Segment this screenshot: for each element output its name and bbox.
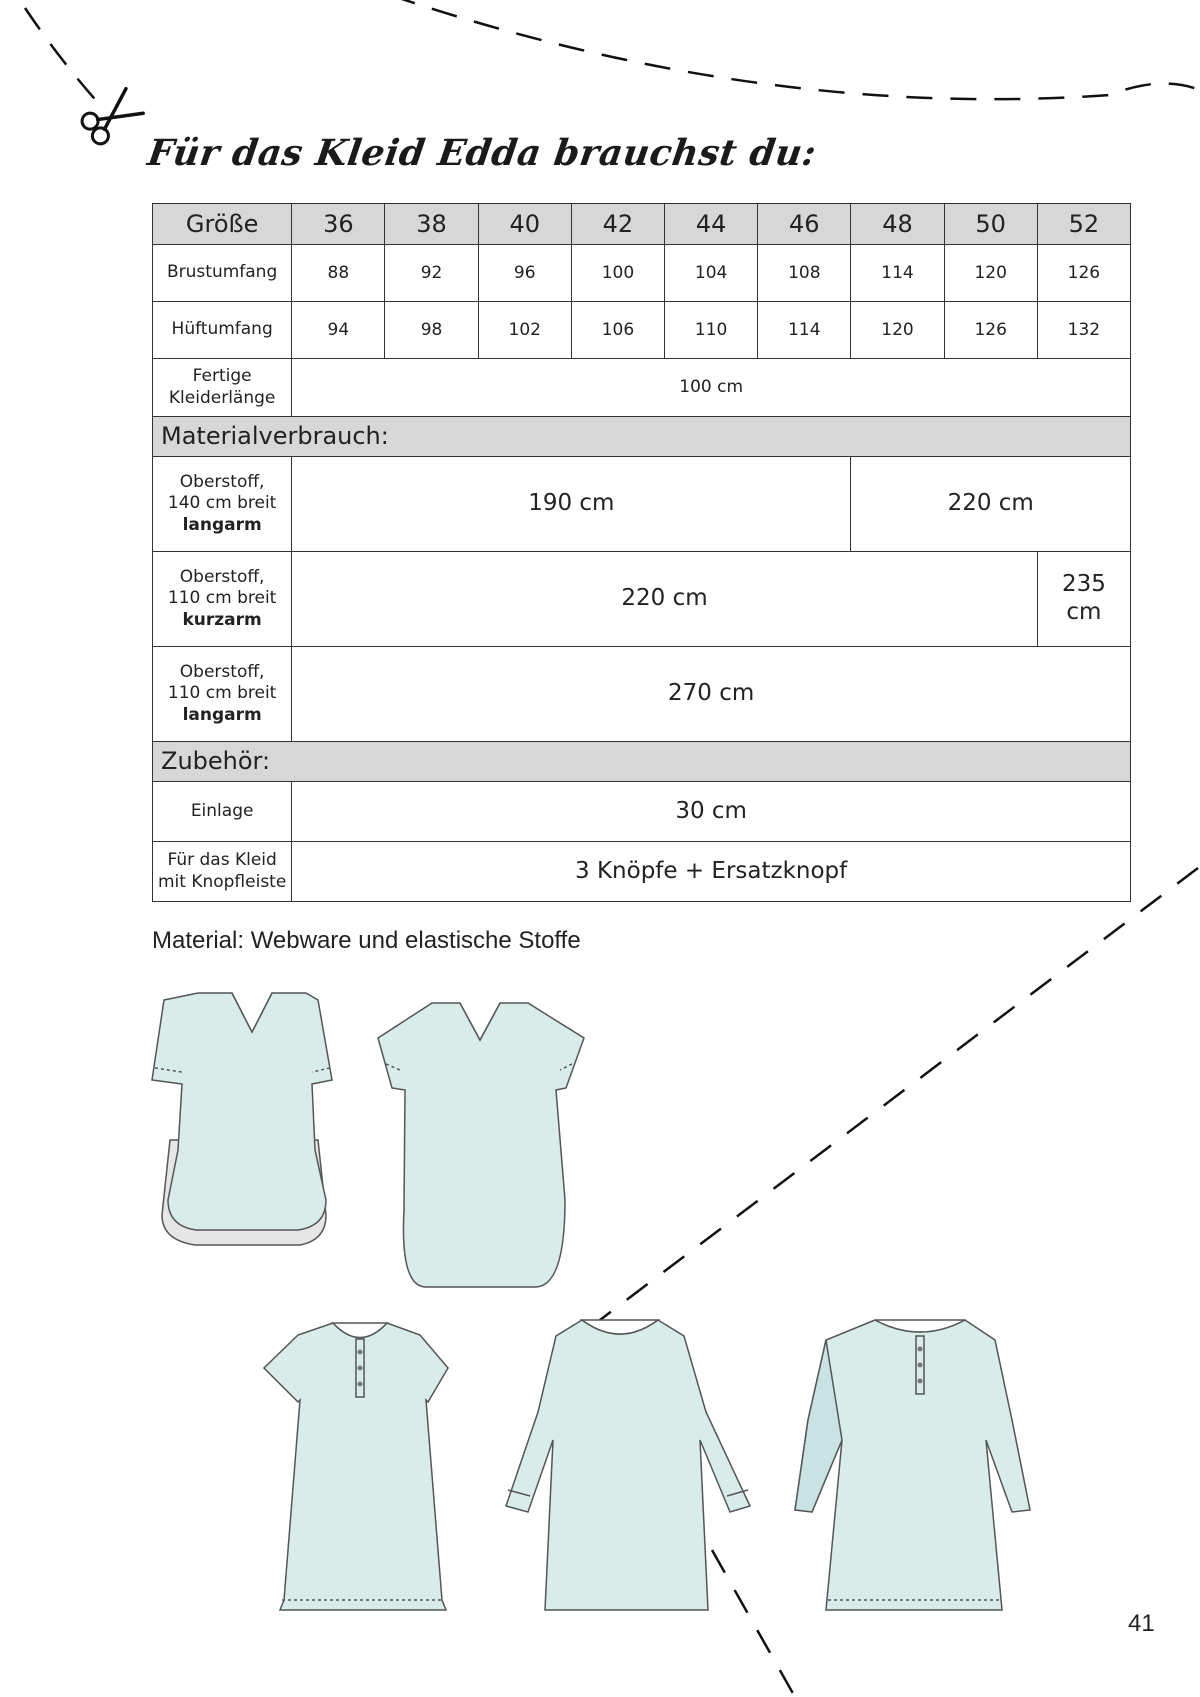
table-cell: 98 xyxy=(385,302,478,359)
table-cell: 88 xyxy=(292,245,385,302)
size-cell: 52 xyxy=(1037,204,1130,245)
table-cell: 110 xyxy=(665,302,758,359)
table-cell: 120 xyxy=(851,302,944,359)
table-cell: 114 xyxy=(851,245,944,302)
dress-variant-cap-sleeve-vneck xyxy=(378,1003,584,1287)
fabric-label-line2: 110 cm breit xyxy=(167,683,277,704)
accessory-amount: 30 cm xyxy=(292,782,1131,842)
dress-variant-puff-sleeve-placket xyxy=(795,1320,1030,1610)
size-cell: 48 xyxy=(851,204,944,245)
size-cell: 46 xyxy=(758,204,851,245)
size-cell: 42 xyxy=(571,204,664,245)
accessory-amount: 3 Knöpfe + Ersatzknopf xyxy=(292,842,1131,902)
dress-variant-short-sleeve-placket xyxy=(264,1323,448,1610)
dress-variant-long-sleeve-round-neck xyxy=(506,1320,750,1610)
accessories-section-heading: Zubehör: xyxy=(153,742,1131,782)
table-cell: 126 xyxy=(1037,245,1130,302)
fabric-label-line2: 140 cm breit xyxy=(167,493,277,514)
dress-length-value: 100 cm xyxy=(292,359,1131,417)
fabric-label-sleeve: langarm xyxy=(182,704,262,725)
dress-variant-short-sleeve-vneck-shirttail xyxy=(152,993,332,1245)
page-title: Für das Kleid Edda brauchst du: xyxy=(145,132,820,174)
size-cell: 38 xyxy=(385,204,478,245)
accessory-label-line1: Für das Kleid xyxy=(167,850,277,871)
fabric-amount: 270 cm xyxy=(292,647,1131,742)
accessory-label-line2: mit Knopfleiste xyxy=(157,871,287,892)
table-cell: 108 xyxy=(758,245,851,302)
dress-length-label-line1: Fertige xyxy=(192,366,252,387)
table-cell: 132 xyxy=(1037,302,1130,359)
size-cell: 36 xyxy=(292,204,385,245)
material-section-heading: Materialverbrauch: xyxy=(153,417,1131,457)
page-number: 41 xyxy=(1128,1610,1155,1637)
fabric-amount: 235 cm xyxy=(1037,552,1130,647)
material-note: Material: Webware und elastische Stoffe xyxy=(152,927,581,954)
fabric-amount: 220 cm xyxy=(292,552,1038,647)
table-cell: 114 xyxy=(758,302,851,359)
table-cell: 120 xyxy=(944,245,1037,302)
fabric-label-sleeve: kurzarm xyxy=(182,609,262,630)
table-cell: 94 xyxy=(292,302,385,359)
table-cell: 100 xyxy=(571,245,664,302)
table-cell: 106 xyxy=(571,302,664,359)
bust-label: Brustumfang xyxy=(153,245,292,302)
size-cell: 40 xyxy=(478,204,571,245)
table-cell: 104 xyxy=(665,245,758,302)
dress-length-label-line2: Kleiderlänge xyxy=(168,387,276,408)
table-cell: 92 xyxy=(385,245,478,302)
table-cell: 126 xyxy=(944,302,1037,359)
size-cell: 50 xyxy=(944,204,1037,245)
fabric-label-line1: Oberstoff, xyxy=(179,472,265,493)
hip-label: Hüftumfang xyxy=(153,302,292,359)
accessory-label: Einlage xyxy=(153,782,292,842)
fabric-amount: 190 cm xyxy=(292,457,851,552)
fabric-label-sleeve: langarm xyxy=(182,514,262,535)
size-cell: 44 xyxy=(665,204,758,245)
size-header-label: Größe xyxy=(153,204,292,245)
fabric-label-line1: Oberstoff, xyxy=(179,662,265,683)
table-cell: 102 xyxy=(478,302,571,359)
fabric-label-line1: Oberstoff, xyxy=(179,567,265,588)
fabric-label-line2: 110 cm breit xyxy=(167,588,277,609)
fabric-amount: 220 cm xyxy=(851,457,1131,552)
table-cell: 96 xyxy=(478,245,571,302)
